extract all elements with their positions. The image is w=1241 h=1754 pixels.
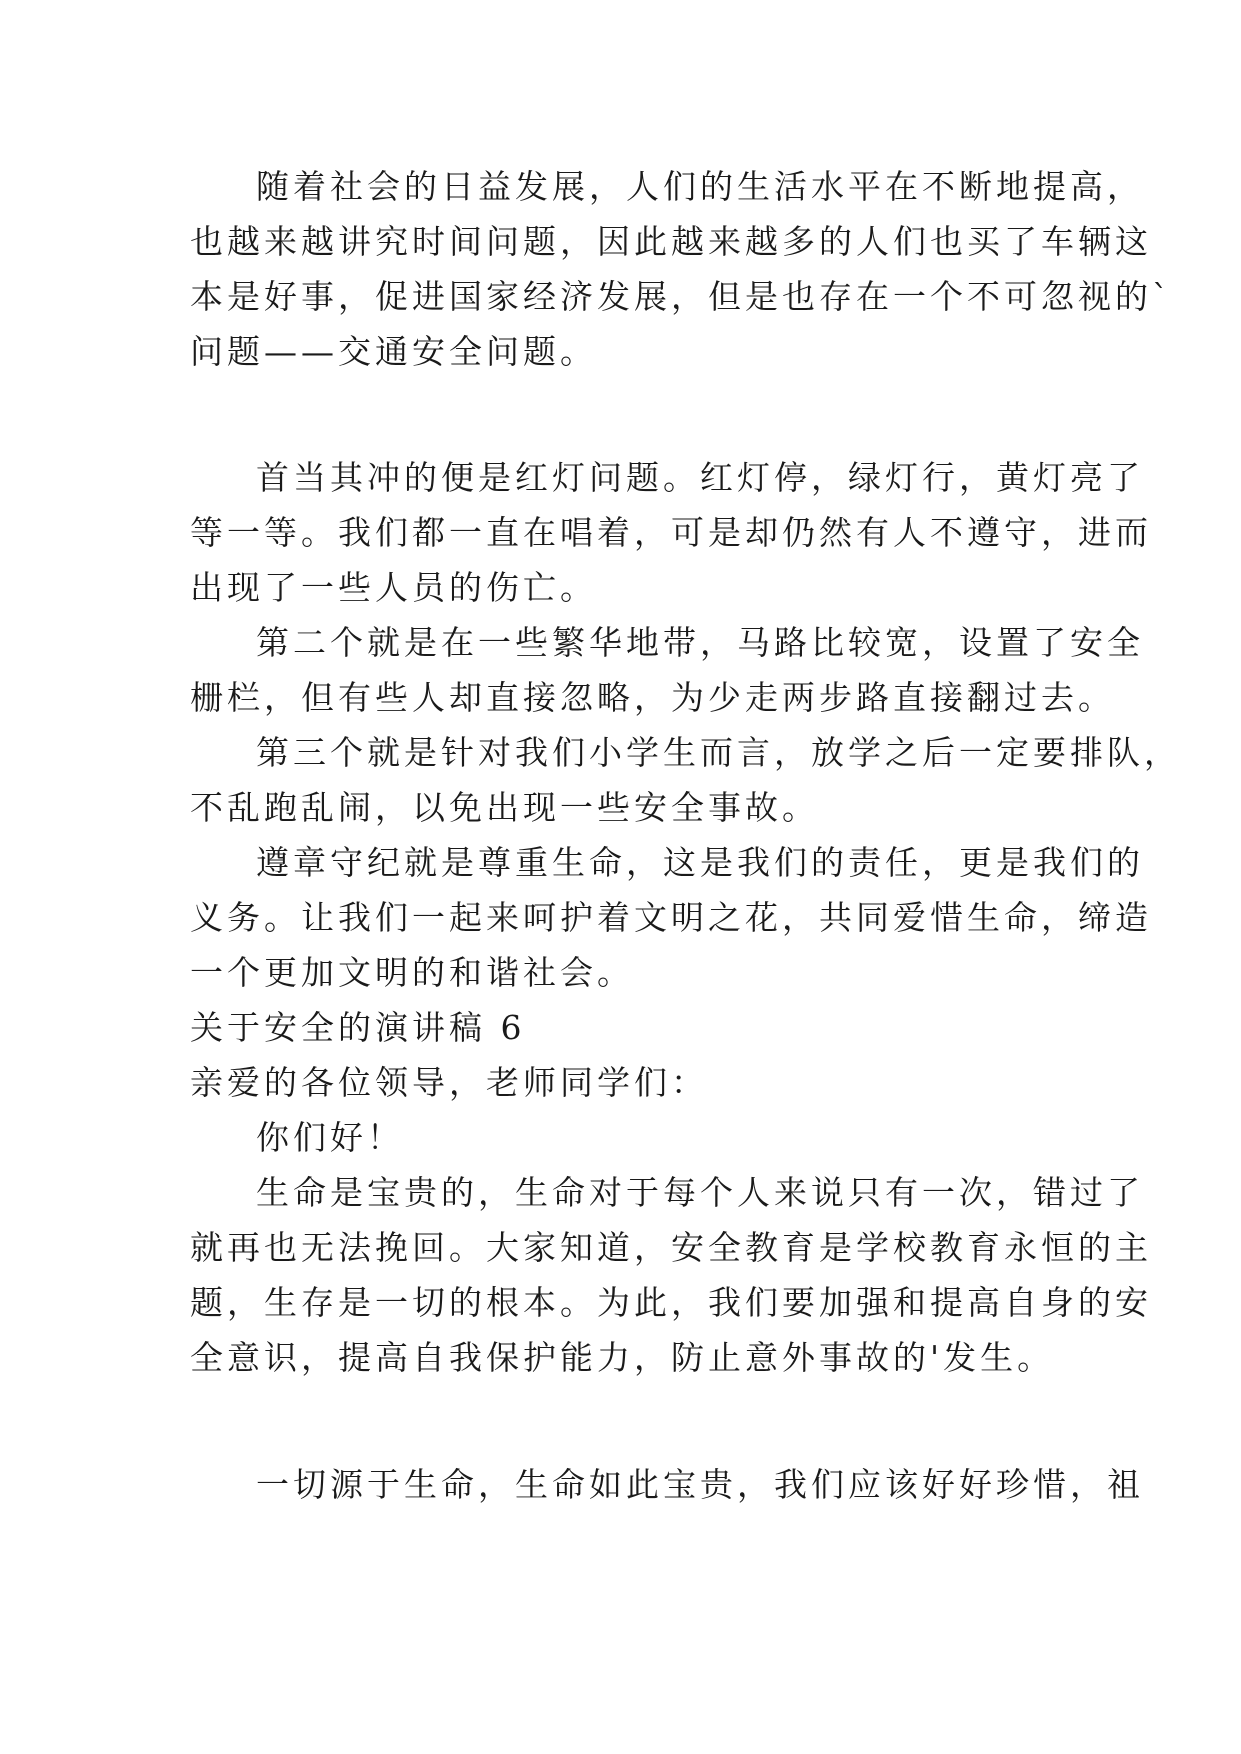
greeting: 你们好！ <box>256 1118 404 1157</box>
paragraph-line: 出现了一些人员的伤亡。 <box>190 568 597 607</box>
paragraph-line: 本是好事，促进国家经济发展，但是也存在一个不可忽视的` <box>190 277 1173 316</box>
paragraph-line: 题，生存是一切的根本。为此，我们要加强和提高自身的安 <box>190 1283 1152 1322</box>
paragraph-line: 就再也无法挽回。大家知道，安全教育是学校教育永恒的主 <box>190 1228 1152 1267</box>
section-title: 关于安全的演讲稿 6 <box>190 1008 526 1047</box>
paragraph-line: 问题——交通安全问题。 <box>190 332 597 371</box>
paragraph-line: 生命是宝贵的，生命对于每个人来说只有一次，错过了 <box>256 1173 1144 1212</box>
paragraph-line: 义务。让我们一起来呵护着文明之花，共同爱惜生命，缔造 <box>190 898 1152 937</box>
paragraph-line: 第三个就是针对我们小学生而言，放学之后一定要排队， <box>256 733 1181 772</box>
paragraph-line: 第二个就是在一些繁华地带，马路比较宽，设置了安全 <box>256 623 1144 662</box>
paragraph-line: 遵章守纪就是尊重生命，这是我们的责任，更是我们的 <box>256 843 1144 882</box>
paragraph-line: 首当其冲的便是红灯问题。红灯停，绿灯行，黄灯亮了 <box>256 458 1144 497</box>
salutation: 亲爱的各位领导，老师同学们： <box>190 1063 708 1102</box>
paragraph-line: 一切源于生命，生命如此宝贵，我们应该好好珍惜，祖 <box>256 1465 1144 1504</box>
paragraph-line: 栅栏，但有些人却直接忽略，为少走两步路直接翻过去。 <box>190 678 1115 717</box>
paragraph-line: 等一等。我们都一直在唱着，可是却仍然有人不遵守，进而 <box>190 513 1152 552</box>
paragraph-line: 不乱跑乱闹，以免出现一些安全事故。 <box>190 788 819 827</box>
paragraph-line: 一个更加文明的和谐社会。 <box>190 953 634 992</box>
paragraph-line: 全意识，提高自我保护能力，防止意外事故的'发生。 <box>190 1338 1055 1377</box>
paragraph-line: 也越来越讲究时间问题，因此越来越多的人们也买了车辆这 <box>190 222 1152 261</box>
paragraph-line: 随着社会的日益发展，人们的生活水平在不断地提高， <box>256 167 1144 206</box>
